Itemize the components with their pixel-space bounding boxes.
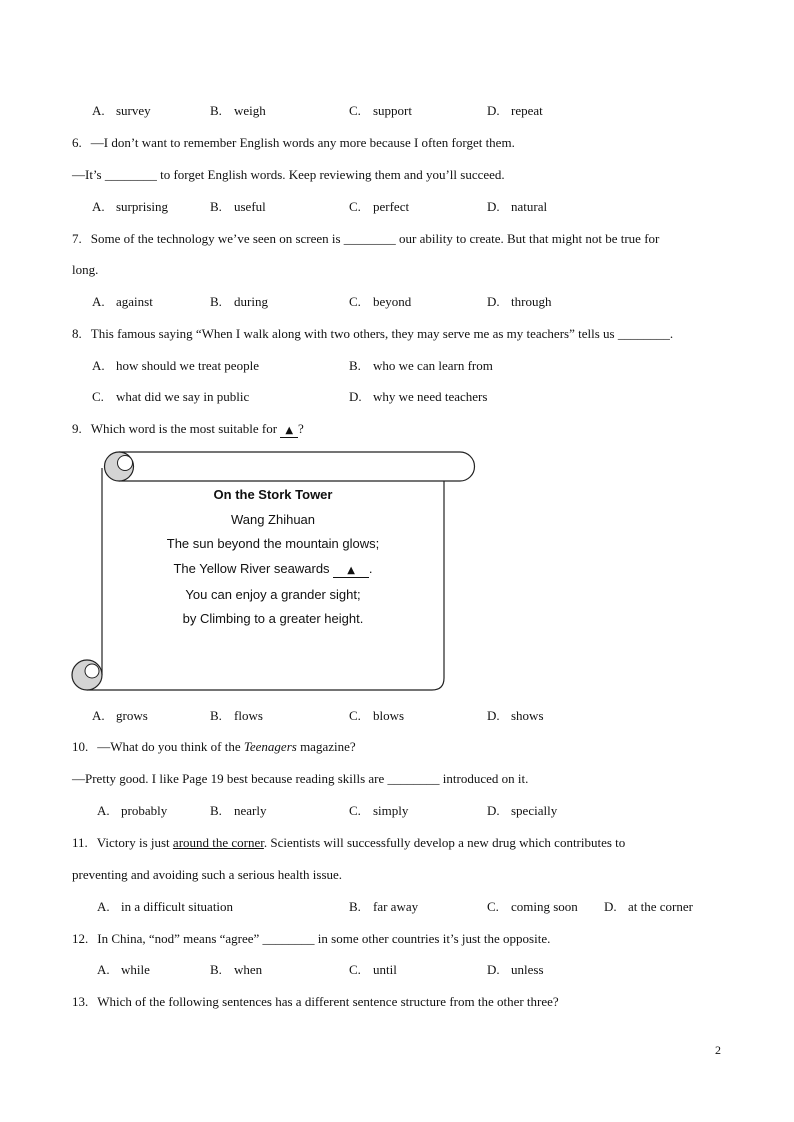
option-text: beyond bbox=[373, 294, 412, 309]
question-text: —What do you think of the bbox=[97, 739, 244, 754]
q8-option-c bbox=[92, 389, 249, 405]
q5-option-a bbox=[92, 103, 151, 119]
option-text: while bbox=[121, 962, 150, 977]
q7-option-a bbox=[92, 294, 153, 310]
magazine-title: Teenagers bbox=[243, 739, 297, 754]
q9-option-b bbox=[210, 708, 263, 724]
poem-line-1: The sun beyond the mountain glows; bbox=[166, 536, 380, 551]
question-number: 10. bbox=[72, 739, 89, 754]
question-text: Victory is just bbox=[96, 835, 173, 850]
question-number: 12. bbox=[72, 931, 89, 946]
option-label: A. bbox=[97, 962, 110, 977]
triangle-blank: ▲ bbox=[333, 564, 369, 578]
poem-line-2-end: . bbox=[368, 561, 373, 576]
option-label: C. bbox=[487, 899, 499, 914]
question-text-end: . Scientists will successfully develop a new drug which contributes to bbox=[263, 835, 626, 850]
option-text: nearly bbox=[234, 803, 267, 818]
q10-option-b bbox=[210, 803, 266, 819]
question-text: Which word is the most suitable for bbox=[90, 421, 281, 436]
q10-option-c bbox=[349, 803, 408, 819]
option-label: D. bbox=[604, 899, 617, 914]
option-label: D. bbox=[487, 103, 500, 118]
q7-option-b bbox=[210, 294, 268, 310]
q8-option-d bbox=[349, 389, 487, 405]
q7-stem-line1 bbox=[72, 231, 659, 247]
option-text: coming soon bbox=[511, 899, 578, 914]
q6-option-a bbox=[92, 199, 168, 215]
option-label: C. bbox=[349, 708, 361, 723]
question-number: 9. bbox=[72, 421, 82, 436]
poem-author: Wang Zhihuan bbox=[230, 512, 316, 527]
option-text: against bbox=[116, 294, 153, 309]
option-text: during bbox=[234, 294, 268, 309]
option-text: probably bbox=[121, 803, 168, 818]
option-label: D. bbox=[349, 389, 362, 404]
q12-option-a bbox=[97, 962, 150, 978]
poem-line-2 bbox=[102, 561, 444, 578]
option-label: C. bbox=[349, 803, 361, 818]
q10-option-a bbox=[97, 803, 167, 819]
option-label: C. bbox=[349, 199, 361, 214]
option-text: surprising bbox=[116, 199, 168, 214]
q11-option-d bbox=[604, 899, 693, 915]
option-label: B. bbox=[349, 899, 361, 914]
option-label: B. bbox=[349, 358, 361, 373]
q10-option-d bbox=[487, 803, 557, 819]
q12-option-c bbox=[349, 962, 397, 978]
q5-option-c bbox=[349, 103, 412, 119]
q10-stem-line1 bbox=[72, 739, 356, 755]
poem-line-4: by Climbing to a greater height. bbox=[182, 611, 364, 626]
option-text: until bbox=[373, 962, 397, 977]
option-text: how should we treat people bbox=[116, 358, 259, 373]
q5-option-b bbox=[210, 103, 266, 119]
option-text: why we need teachers bbox=[373, 389, 488, 404]
option-label: C. bbox=[349, 103, 361, 118]
q6-option-b bbox=[210, 199, 266, 215]
option-text: far away bbox=[373, 899, 419, 914]
q5-option-d bbox=[487, 103, 543, 119]
option-label: A. bbox=[97, 899, 110, 914]
q11-option-b bbox=[349, 899, 418, 915]
option-text: grows bbox=[116, 708, 148, 723]
option-label: C. bbox=[92, 389, 104, 404]
option-text: specially bbox=[511, 803, 558, 818]
option-label: C. bbox=[349, 962, 361, 977]
option-text: natural bbox=[511, 199, 548, 214]
q6-option-c bbox=[349, 199, 409, 215]
option-text: useful bbox=[234, 199, 266, 214]
option-text: survey bbox=[116, 103, 151, 118]
question-text: Which of the following sentences has a different sentence structure from the other three? bbox=[97, 994, 559, 1009]
poem-line-2-text: The Yellow River seawards bbox=[173, 561, 334, 576]
option-text: repeat bbox=[511, 103, 543, 118]
underlined-phrase: around the corner bbox=[172, 835, 264, 850]
q11-option-c bbox=[487, 899, 578, 915]
option-text: through bbox=[511, 294, 552, 309]
option-text: blows bbox=[373, 708, 405, 723]
question-text: Some of the technology we’ve seen on screen is ________ our ability to create. But that might not be true for bbox=[90, 231, 660, 246]
option-text: unless bbox=[511, 962, 544, 977]
q9-option-a bbox=[92, 708, 148, 724]
scroll-top-curl-inner bbox=[118, 456, 133, 471]
q7-option-d bbox=[487, 294, 551, 310]
q12-option-d bbox=[487, 962, 544, 978]
option-label: A. bbox=[97, 803, 110, 818]
q8-option-a bbox=[92, 358, 259, 374]
option-label: D. bbox=[487, 294, 500, 309]
q6-stem-line2: —It’s ________ to forget English words. Keep reviewing them and you’ll succeed. bbox=[72, 167, 505, 182]
q9-option-d bbox=[487, 708, 544, 724]
poem-title: On the Stork Tower bbox=[213, 487, 333, 502]
q11-stem-line2: preventing and avoiding such a serious health issue. bbox=[72, 867, 343, 882]
q7-stem-line2: long. bbox=[72, 262, 99, 277]
q9-option-c bbox=[349, 708, 404, 724]
option-label: D. bbox=[487, 803, 500, 818]
q9-stem bbox=[72, 421, 304, 438]
option-text: in a difficult situation bbox=[121, 899, 234, 914]
q11-option-a bbox=[97, 899, 233, 915]
q11-stem-line1 bbox=[72, 835, 625, 851]
option-text: when bbox=[234, 962, 263, 977]
question-number: 8. bbox=[72, 326, 82, 341]
option-label: D. bbox=[487, 199, 500, 214]
scroll-top-roll bbox=[119, 452, 475, 481]
question-number: 11. bbox=[72, 835, 88, 850]
option-text: what did we say in public bbox=[116, 389, 250, 404]
q6-stem-line1 bbox=[72, 135, 515, 151]
option-text: flows bbox=[234, 708, 263, 723]
question-text-end: ? bbox=[298, 421, 304, 436]
q8-option-b bbox=[349, 358, 493, 374]
option-label: A. bbox=[92, 199, 105, 214]
question-text: In China, “nod” means “agree” ________ in some other countries it’s just the opposite. bbox=[97, 931, 551, 946]
option-label: A. bbox=[92, 708, 105, 723]
option-text: support bbox=[373, 103, 412, 118]
option-label: D. bbox=[487, 962, 500, 977]
option-label: A. bbox=[92, 294, 105, 309]
option-text: simply bbox=[373, 803, 409, 818]
option-label: A. bbox=[92, 103, 105, 118]
poem-line-3: You can enjoy a grander sight; bbox=[185, 587, 361, 602]
question-number: 13. bbox=[72, 994, 89, 1009]
option-label: A. bbox=[92, 358, 105, 373]
q8-stem bbox=[72, 326, 673, 342]
question-number: 6. bbox=[72, 135, 82, 150]
page-number: 2 bbox=[715, 1043, 721, 1057]
option-label: D. bbox=[487, 708, 500, 723]
question-text: This famous saying “When I walk along with two others, they may serve me as my teachers” tells us ________. bbox=[90, 326, 674, 341]
q12-option-b bbox=[210, 962, 262, 978]
option-text: who we can learn from bbox=[373, 358, 493, 373]
triangle-blank: ▲ bbox=[280, 424, 298, 438]
scroll-bottom-curl-inner bbox=[85, 664, 99, 678]
q12-stem bbox=[72, 931, 550, 947]
option-label: B. bbox=[210, 708, 222, 723]
option-label: C. bbox=[349, 294, 361, 309]
question-number: 7. bbox=[72, 231, 82, 246]
q10-stem-line2: —Pretty good. I like Page 19 best because reading skills are ________ introduced on it. bbox=[72, 771, 529, 786]
q13-stem bbox=[72, 994, 559, 1010]
option-text: shows bbox=[511, 708, 544, 723]
question-text: —I don’t want to remember English words any more because I often forget them. bbox=[90, 135, 515, 150]
option-label: B. bbox=[210, 294, 222, 309]
question-text-end: magazine? bbox=[296, 739, 356, 754]
option-text: perfect bbox=[373, 199, 410, 214]
option-label: B. bbox=[210, 103, 222, 118]
option-label: B. bbox=[210, 962, 222, 977]
option-text: weigh bbox=[234, 103, 266, 118]
option-label: B. bbox=[210, 199, 222, 214]
q6-option-d bbox=[487, 199, 547, 215]
option-label: B. bbox=[210, 803, 222, 818]
q7-option-c bbox=[349, 294, 411, 310]
option-text: at the corner bbox=[628, 899, 693, 914]
